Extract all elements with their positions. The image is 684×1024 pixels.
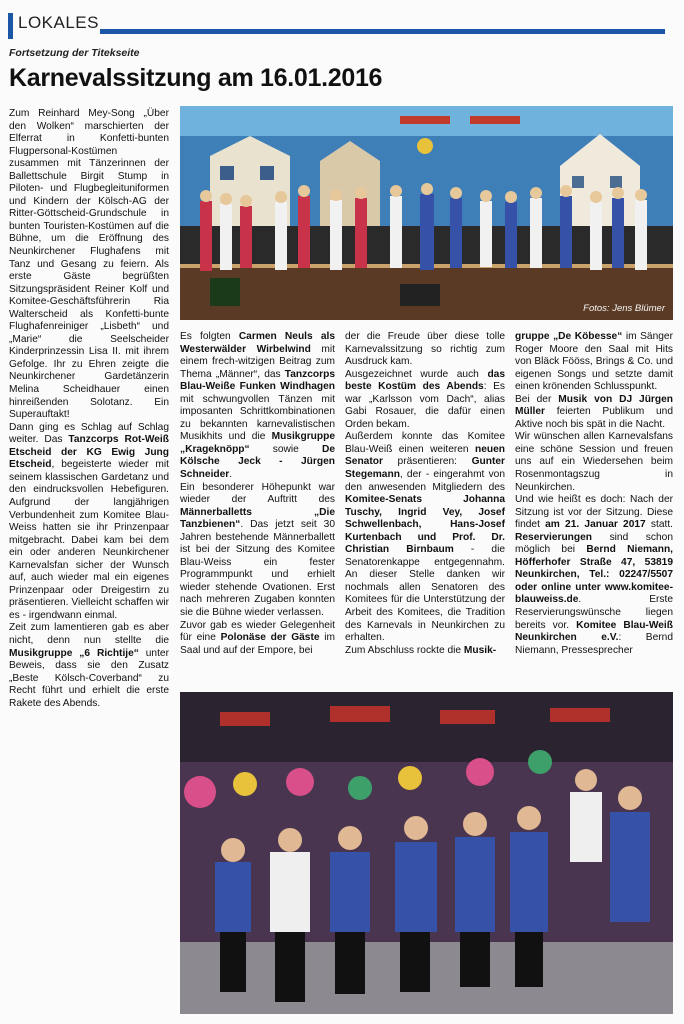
text-run: im Sänger Roger Moore den Saal mit Hits von Bläck Fööss, Brings & Co. und eigenen Songs und setzte damit einen krönenden Schlusspunkt. — [515, 331, 673, 393]
text-run: statt. — [645, 519, 673, 531]
article-column-2 — [180, 331, 335, 657]
text-run: Zum Reinhard Mey-Song „Über den Wolken“ marschierten der Elferrat in Konfetti-bunten Flugpersonal-Kostümen zusammen mit Tänzerinnen der Ballettschule Birgit Stump in Piloten- und Flugbegleituniformen und Kindern der Kölsch-AG der Ritter-Göttscheid-Grundschule in bunten Touristen-Kostümen auf die Bühne, um die Eröffnung des Neunkirchener Flughafens mit Tanz und Gesang zu feiern. Als erste Gäste begrüßten Sitzungspräsident Reiner Kolf und Komitee-Geschäftsführerin Ria Walterscheid als Konfetti-bunte Flughafenreiniger „Lisbeth“ und „Marie“ die Seelscheider Kinderprinzessin Lisa II. mit ihrem Gefolge. Ihr zu Ehren zeigte die Neunkirchener Gardetänzerin Melina Scheidhauer einen hinreißenden Solotanz. Ein Superauftakt! — [9, 108, 169, 421]
bold-run: Musik von DJ Jürgen Müller — [515, 393, 673, 418]
paragraph — [180, 482, 335, 620]
text-run: Zum Abschluss rockte die — [345, 644, 464, 656]
section-rule — [100, 29, 665, 34]
text-run: Außerdem konnte das Komitee Blau-Weiß einen weiteren — [345, 431, 505, 455]
bold-run: Musik- — [463, 644, 497, 656]
photo-crowd — [180, 692, 673, 1014]
text-run: präsentieren: — [382, 456, 472, 468]
article-column-3 — [345, 331, 505, 657]
paragraph — [9, 108, 169, 422]
bold-run: Tanzcorps Rot-Weiß Etscheid der KG Ewig Jung Etscheid — [9, 434, 169, 471]
text-run: : Bernd Niemann, Pressesprecher — [515, 632, 673, 656]
paragraph — [515, 331, 673, 394]
section-label: LOKALES — [18, 13, 99, 32]
text-run: unter Beweis, dass sie den Zusatz „Beste Kölsch-Coverband“ zu Recht führt und erhielt die erste Rakete des Abends. — [9, 647, 169, 709]
text-run: mit einem frech-witzigen Beitrag zum Thema „Männer“, das — [180, 343, 335, 380]
text-run: der die Freude über diese tolle Karnevalssitzung so richtig zum Ausdruck kam. — [345, 331, 505, 368]
bold-run: gruppe „De Köbesse“ — [515, 331, 623, 342]
paragraph — [9, 422, 169, 623]
bold-run: Komitee Blau-Weiß Neunkirchen e.V. — [515, 619, 673, 644]
text-run: Es folgten — [180, 331, 239, 342]
photo-credit: Fotos: Jens Blümer — [583, 303, 665, 314]
text-run: - die Senatorenkappe entgegennahm. An dieser Stelle danken wir nochmals allen Senatoren des Komitees für die Unterstützung der Arbeit des Komitees, die Tradition des Karnevals in Neunkirchen zu erhalten. — [345, 544, 506, 644]
article-column-1 — [9, 108, 169, 710]
text-run: sowie — [249, 443, 322, 455]
photo-stage — [180, 106, 673, 320]
kicker: Fortsetzung der Titekseite — [9, 47, 140, 59]
text-run: Und wie heißt es doch: Nach der Sitzung ist vor der Sitzung. Diese findet — [515, 494, 673, 531]
bold-run: Männerballetts „Die Tanzbienen“ — [180, 506, 335, 531]
text-run: , begeisterte wieder mit seinem klassischen Gardetanz und den eindrucksvollen Hebefiguren. Aufgrund der langjährigen Verbundenheit zum Komitee Blau-Weiss hatten sie ihr Prinzenpaar mitgebracht. Dabei kam bei dem ein oder anderen Neunkirchener Karnevalsfan sicher der Wunsch auf, auch wieder mal ein eigenes Prinzenpaar oder Dreigestirn zu präsentieren. Vielleicht schaffen wir es - irgendwann einmal. — [9, 459, 169, 621]
bold-run: Polonäse der Gäste — [220, 632, 320, 644]
paragraph — [515, 394, 673, 432]
bold-run: Gunter Stegemann — [345, 456, 505, 481]
text-run: mit schwungvollen Tänzen mit imposanten Schrittkombinationen zu bekannten karnevalistischen Musikhits und die — [180, 393, 335, 443]
bold-run: das beste Kostüm des Abends — [345, 368, 505, 393]
paragraph — [180, 620, 335, 658]
bold-run: neuen Senator — [345, 443, 505, 468]
paragraph — [180, 331, 335, 482]
bold-run: Musikgruppe „6 Richtije“ — [9, 647, 139, 659]
text-run: . Erste Reservierungswünsche liegen bereits vor. — [515, 594, 673, 631]
bold-run: Bernd Niemann, Höfferhofer Straße 47, 53819 Neunkirchen, Tel.: 02247/5507 oder online unter www.komitee-blauweiss.de — [515, 544, 673, 606]
text-run: . Das jetzt seit 30 Jahren bestehende Männerballett ist bei der Sitzung des Komitee Blau-Weiss ein fester Programmpunkt und erhielt wieder stehende Ovationen. Erst nach mehreren Zugaben konnten sie die Bühne wieder verlassen. — [180, 519, 335, 619]
bold-run: De Kölsche Jeck - Jürgen Schneider — [180, 443, 335, 481]
text-run: Bei der — [515, 393, 559, 405]
text-run: Dann ging es Schlag auf Schlag weiter. Das — [9, 421, 169, 446]
text-run: : Es war „Karlsson vom Dach“, alias Gabi Rosauer, die dafür einen Orden bekam. — [345, 381, 505, 430]
text-run: Zuvor gab es wieder Gelegenheit für eine — [180, 619, 335, 644]
text-run: . — [229, 469, 233, 481]
bold-run: am 21. Januar 2017 — [545, 519, 646, 531]
paragraph — [515, 494, 673, 657]
paragraph — [515, 431, 673, 494]
headline: Karnevalssitzung am 16.01.2016 — [9, 64, 383, 92]
section-accent-bar — [8, 13, 13, 39]
bold-run: Carmen Neuls als Westerwälder Wirbelwind — [180, 331, 336, 355]
text-run: Ein besonderer Höhepunkt war wieder der Auftritt des — [180, 481, 335, 506]
text-run: im Saal und auf der Empore, bei — [180, 632, 336, 656]
text-run: sind schon möglich bei — [515, 531, 673, 556]
bold-run: Komitee-Senats Johanna Tuschy, Ingrid Vey, Josef Schwellenbach, Hans-Josef Kurtenbach und Prof. Dr. Christian Birnbaum — [345, 494, 505, 556]
article-column-4 — [515, 331, 673, 657]
text-run: , der - eingerahmt von den anwesenden Mitgliedern des — [345, 469, 505, 493]
paragraph — [345, 645, 505, 658]
paragraph — [345, 331, 505, 369]
paragraph — [345, 431, 505, 644]
bold-run: Tanzcorps Blau-Weiße Funken Windhagen — [180, 368, 335, 393]
text-run: feierten Publikum und Aktive noch bis spät in die Nacht. — [515, 406, 673, 430]
text-run: Ausgezeichnet wurde auch — [345, 368, 488, 380]
bold-run: Reservierungen — [515, 531, 593, 543]
bold-run: Musikgruppe „Krageknöpp“ — [180, 431, 335, 455]
paragraph — [9, 622, 169, 710]
text-run: Wir wünschen allen Karnevalsfans eine schöne Session und freuen uns auf ein Wiedersehen beim Rosenmontagszug in Neunkirchen. — [515, 431, 673, 493]
text-run: Zeit zum lamentieren gab es aber nicht, denn nun stellte die — [9, 622, 169, 646]
paragraph — [345, 369, 505, 432]
